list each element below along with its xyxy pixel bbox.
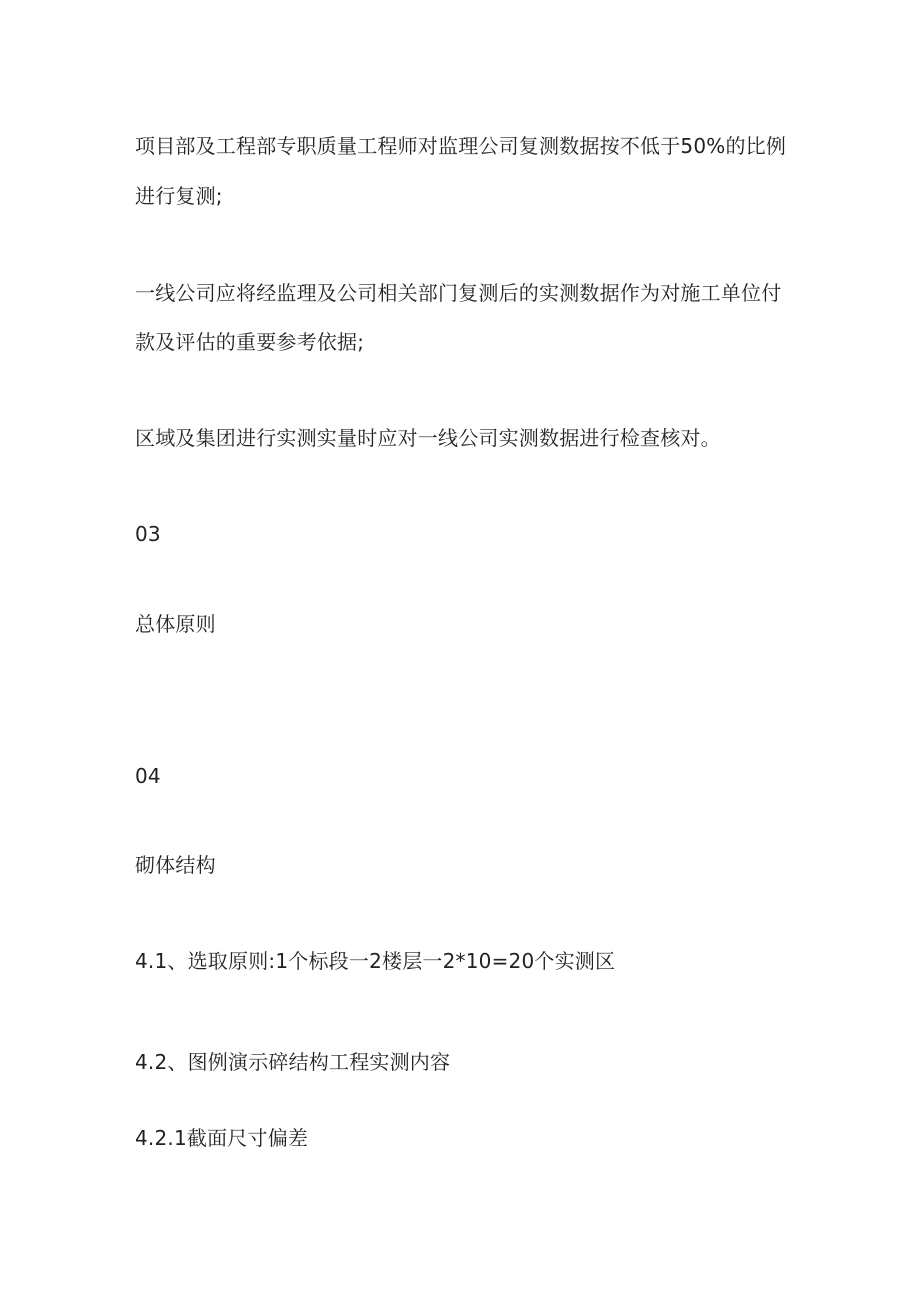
paragraph-verification: 区域及集团进行实测实量时应对一线公司实测数据进行检查核对。 [135, 426, 721, 450]
section-04-number: 04 [135, 764, 161, 788]
section-03-number: 03 [135, 522, 161, 546]
item-4-2-1-section-deviation: 4.2.1截面尺寸偏差 [135, 1126, 309, 1150]
item-4-2-demo-content: 4.2、图例演示碎结构工程实测内容 [135, 1050, 451, 1074]
section-04-title: 砌体结构 [135, 853, 216, 877]
item-4-1-selection-principle: 4.1、选取原则:1个标段一2楼层一2*10=20个实测区 [135, 949, 616, 973]
paragraph-recheck-line-2: 进行复测; [135, 184, 223, 208]
paragraph-recheck-line-1: 项目部及工程部专职质量工程师对监理公司复测数据按不低于50%的比例 [135, 134, 787, 158]
paragraph-payment-line-2: 款及评估的重要参考依据; [135, 330, 365, 354]
section-03-title: 总体原则 [135, 612, 216, 636]
paragraph-payment-line-1: 一线公司应将经监理及公司相关部门复测后的实测数据作为对施工单位付 [135, 281, 782, 305]
